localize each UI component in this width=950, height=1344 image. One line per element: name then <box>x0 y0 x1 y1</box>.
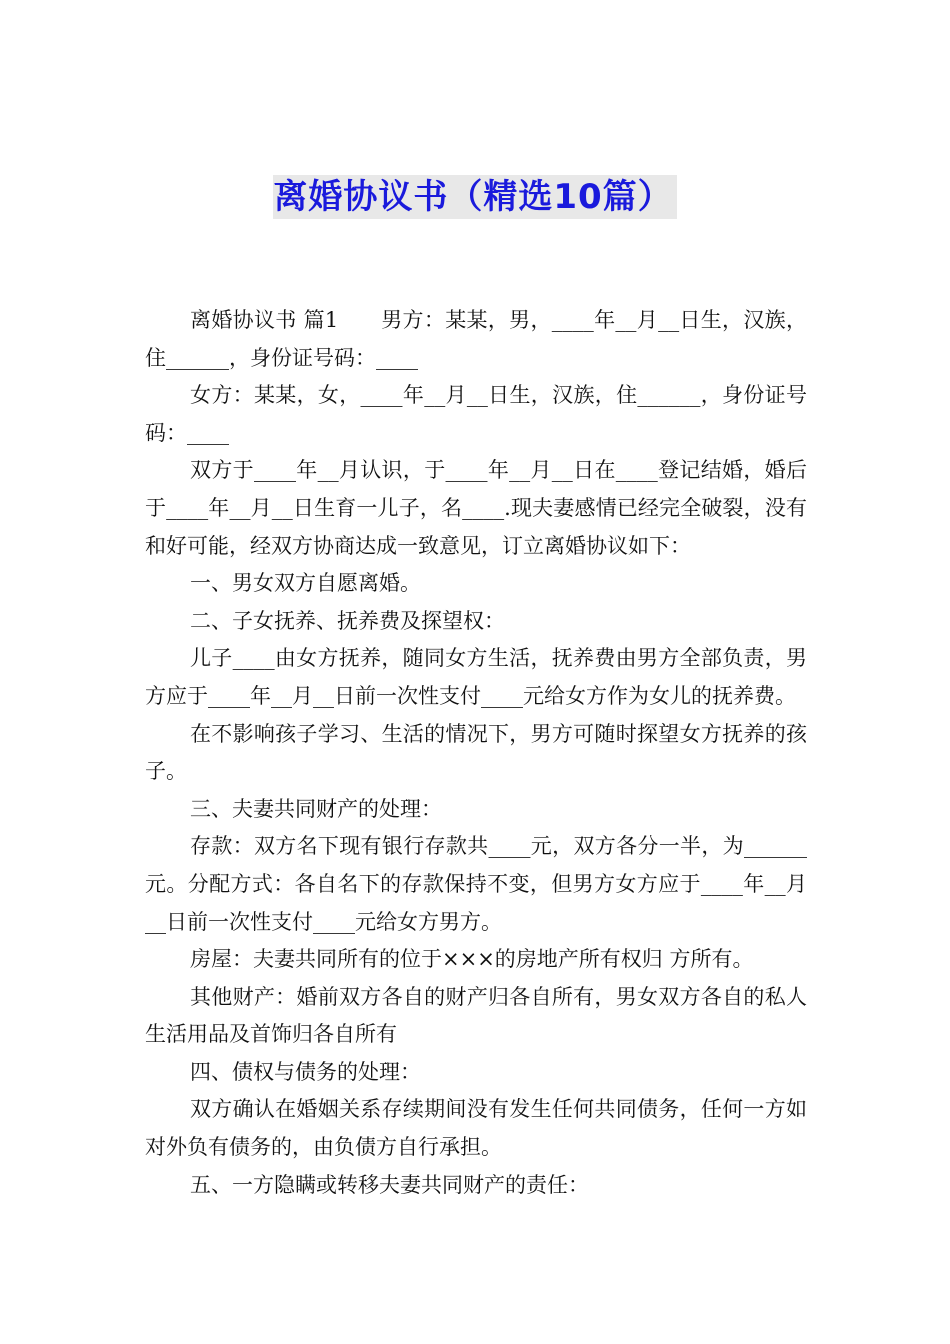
paragraph: 离婚协议书 篇1 男方：某某，男，____年__月__日生，汉族，住______，身份证号码：____ <box>145 308 807 370</box>
document-body <box>145 302 807 1204</box>
paragraph: 双方于____年__月认识，于____年__月__日在____登记结婚，婚后于____年__月__日生育一儿子，名____.现夫妻感情已经完全破裂，没有和好可能，经双方协商达成一致意见，订立离婚协议如下： <box>145 458 807 558</box>
paragraph: 双方确认在婚姻关系存续期间没有发生任何共同债务，任何一方如对外负有债务的，由负债方自行承担。 <box>145 1097 807 1160</box>
paragraph: 女方：某某，女，____年__月__日生，汉族，住______，身份证号码：____ <box>145 383 807 445</box>
document-title: 离婚协议书（精选10篇） <box>273 175 676 219</box>
paragraph: 存款：双方名下现有银行存款共____元，双方各分一半，为______元。分配方式：各自名下的存款保持不变，但男方女方应于____年__月__日前一次性支付____元给女方男方。 <box>145 834 807 934</box>
paragraph: 儿子____由女方抚养，随同女方生活，抚养费由男方全部负责，男方应于____年__月__日前一次性支付____元给女方作为女儿的抚养费。 <box>145 646 807 708</box>
paragraph: 在不影响孩子学习、生活的情况下，男方可随时探望女方抚养的孩子。 <box>145 721 807 784</box>
paragraph: 三、夫妻共同财产的处理： <box>190 796 442 821</box>
title-container <box>0 175 950 219</box>
paragraph: 其他财产：婚前双方各自的财产归各自所有，男女双方各自的私人生活用品及首饰归各自所有 <box>145 984 807 1047</box>
paragraph: 四、债权与债务的处理： <box>190 1059 421 1084</box>
paragraph: 二、子女抚养、抚养费及探望权： <box>190 608 505 633</box>
paragraph: 五、一方隐瞒或转移夫妻共同财产的责任： <box>190 1172 589 1197</box>
paragraph: 一、男女双方自愿离婚。 <box>190 571 421 596</box>
paragraph: 房屋：夫妻共同所有的位于×××的房地产所有权归 方所有。 <box>190 947 754 972</box>
